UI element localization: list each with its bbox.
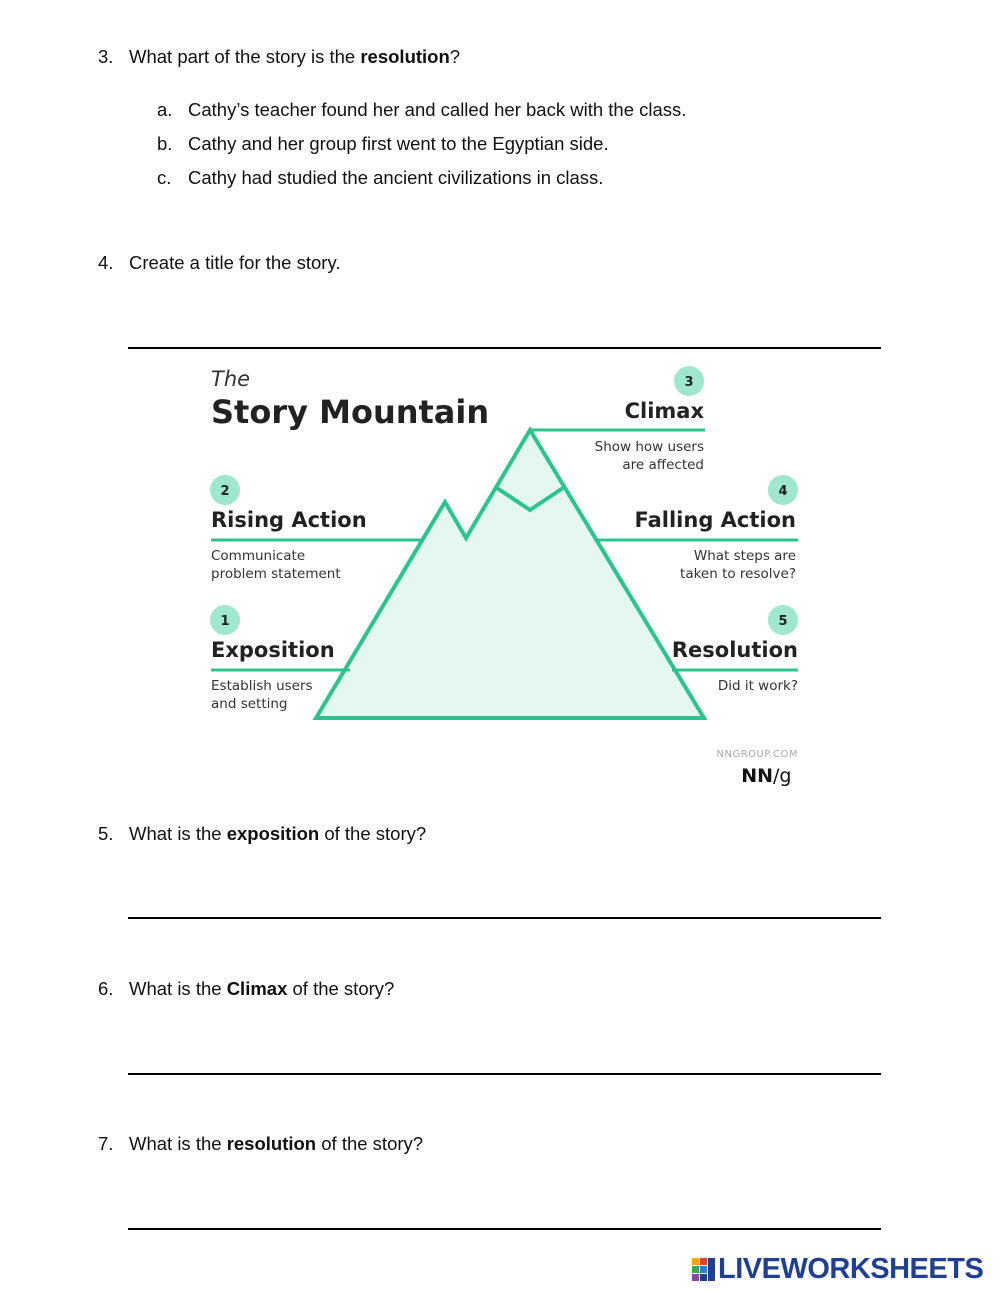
answer-line-4[interactable] [128,347,881,349]
question-text: What part of the story is the resolution? [129,46,461,67]
stage-2-line1: Communicate [211,548,306,564]
stage-2-number: 2 [220,484,230,499]
question-number: 5. [98,823,114,844]
stage-5-line1: Did it work? [717,678,798,694]
stage-1-number: 1 [220,614,230,629]
stage-3-number: 3 [684,375,694,390]
question-text: Create a title for the story. [129,252,341,273]
stage-3-title: Climax [624,399,704,423]
stage-5-number: 5 [778,614,788,629]
option-letter: c. [157,167,172,188]
question-number: 6. [98,978,114,999]
nng-logo-g: /g [773,765,792,787]
question-text: What is the resolution of the story? [129,1133,424,1154]
stage-4-title: Falling Action [634,508,796,532]
liveworksheets-logo-icon [692,1258,716,1282]
stage-4-line1: What steps are [693,548,796,564]
stage-3-line1: Show how users [594,439,704,455]
bold-keyword: exposition [226,823,320,844]
stage-4-line2: taken to resolve? [680,566,796,582]
mountain-shape [316,430,704,718]
source-credit: NNGROUP.COM [716,749,798,760]
question-text: What is the Climax of the story? [129,978,395,999]
stage-2-line2: problem statement [211,566,341,582]
nng-logo-nn: NN [741,765,773,787]
liveworksheets-brand: LIVEWORKSHEETS [718,1253,984,1285]
diagram-title: Story Mountain [211,393,490,431]
option-letter: b. [157,133,173,154]
option-letter: a. [157,99,173,120]
stage-1-line2: and setting [211,696,288,712]
option-text: Cathy had studied the ancient civilizations in class. [188,167,604,188]
option-text: Cathy’s teacher found her and called her back with the class. [188,99,687,120]
bold-keyword: resolution [226,1133,317,1154]
answer-line-6[interactable] [128,1073,881,1075]
stage-5-title: Resolution [671,638,798,662]
stage-1-title: Exposition [211,638,335,662]
question-number: 4. [98,252,114,273]
bold-keyword: resolution [360,46,450,67]
answer-line-5[interactable] [128,917,881,919]
story-mountain-diagram [128,350,881,800]
question-number: 7. [98,1133,114,1154]
option-text: Cathy and her group first went to the Egyptian side. [188,133,609,154]
stage-1-line1: Establish users [211,678,313,694]
question-number: 3. [98,46,114,67]
question-text: What is the exposition of the story? [129,823,427,844]
diagram-title-small: The [211,367,251,391]
answer-line-7[interactable] [128,1228,881,1230]
liveworksheets-logo [692,1254,988,1284]
stage-4-number: 4 [778,484,788,499]
bold-keyword: Climax [226,978,288,999]
stage-3-line2: are affected [622,457,704,473]
stage-2-title: Rising Action [211,508,367,532]
